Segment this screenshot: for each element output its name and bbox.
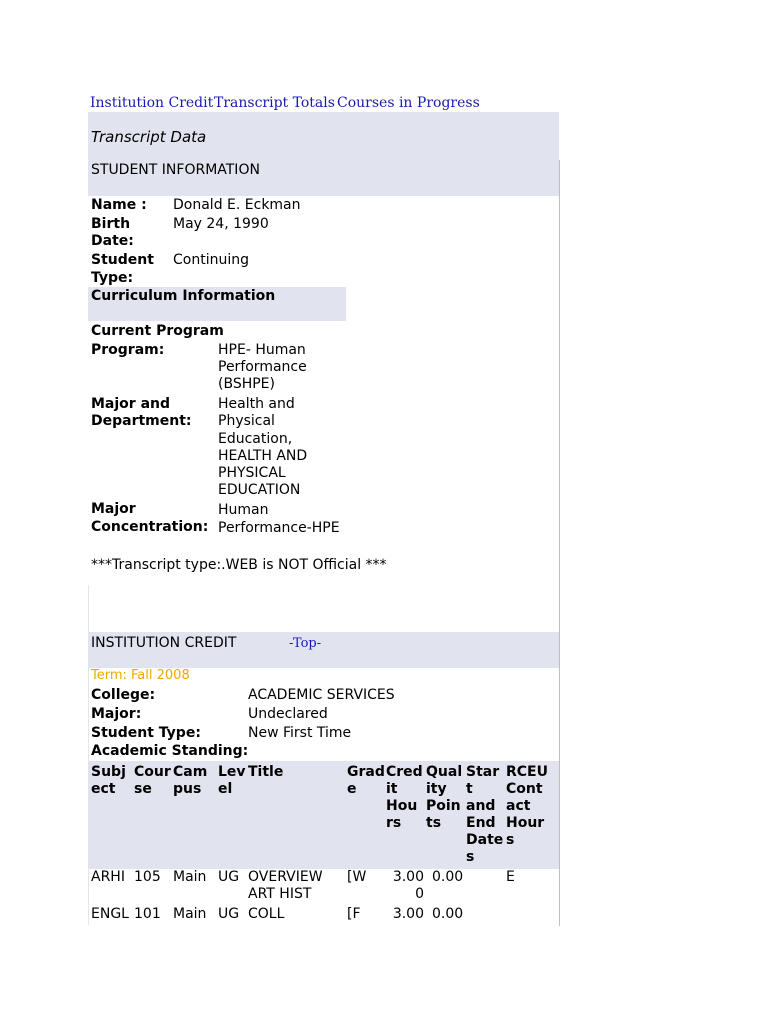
- college-value: ACADEMIC SERVICES: [248, 687, 395, 703]
- program-value: [218, 342, 307, 393]
- credit-line: 0: [415, 886, 424, 902]
- cell-credit: [386, 906, 424, 923]
- page-title: Transcript Data: [91, 128, 207, 146]
- major-value-line: Health and: [218, 396, 295, 412]
- col-header-title: [248, 764, 283, 781]
- major-label: Major:: [91, 706, 142, 722]
- cell-course: 105: [134, 869, 161, 885]
- cell-campus: Main: [173, 869, 207, 885]
- header-line: Subj: [91, 764, 126, 780]
- cell-subject: ENGL: [91, 906, 129, 922]
- header-line: el: [218, 781, 233, 797]
- header-line: e: [347, 781, 357, 797]
- top-link[interactable]: -Top-: [289, 636, 322, 651]
- col-header-quality-points: [426, 764, 462, 832]
- cell-subject: ARHI: [91, 869, 125, 885]
- header-line: Poin: [426, 798, 461, 814]
- student-info-heading: STUDENT INFORMATION: [91, 162, 260, 178]
- major-value-line: EDUCATION: [218, 482, 301, 499]
- academic-standing-label: Academic Standing:: [91, 743, 249, 759]
- major-dept-value: [218, 396, 307, 500]
- program-value-line: (BSHPE): [218, 376, 275, 392]
- credit-line: 3.00: [392, 869, 424, 885]
- header-line: Qual: [426, 764, 463, 780]
- concentration-value: [218, 501, 340, 537]
- header-line: s: [466, 849, 475, 865]
- cell-grade: [W: [347, 869, 367, 885]
- student-type-label-2: Type:: [91, 270, 134, 286]
- conc-value-line: Human: [218, 502, 269, 518]
- header-line: t: [466, 781, 473, 797]
- header-line: Lev: [218, 764, 246, 780]
- header-line: Cam: [173, 764, 208, 780]
- cell-title: [248, 906, 284, 923]
- student-type-value: Continuing: [173, 252, 249, 268]
- student-type-label-1: Student: [91, 252, 154, 268]
- student-type2-value: New First Time: [248, 725, 352, 741]
- curriculum-heading: Curriculum Information: [91, 288, 276, 304]
- major-dept-label-2: Department:: [91, 413, 192, 429]
- header-line: and: [466, 798, 496, 814]
- major-value-line: PHYSICAL: [218, 465, 286, 482]
- title-line: ART HIST: [248, 886, 312, 902]
- header-line: act: [506, 798, 531, 814]
- header-line: ts: [426, 815, 442, 831]
- major-value-line: Physical: [218, 413, 275, 430]
- cell-credit: [386, 869, 424, 903]
- header-line: se: [134, 781, 152, 797]
- conc-value-line: Performance-HPE: [218, 520, 340, 536]
- header-line: ect: [91, 781, 116, 797]
- program-value-line: Performance: [218, 359, 307, 375]
- header-line: rs: [386, 815, 402, 831]
- header-line: Star: [466, 764, 500, 780]
- cell-quality: 0.00: [432, 906, 464, 922]
- credit-line: 3.00: [392, 906, 424, 922]
- col-header-dates: [466, 764, 503, 866]
- header-line: Grad: [347, 764, 385, 780]
- cell-level: UG: [218, 869, 240, 885]
- cell-rceu: E: [506, 869, 515, 885]
- header-line: Title: [248, 764, 284, 780]
- col-header-subject: [91, 764, 126, 798]
- major-dept-label-1: Major and: [91, 396, 171, 412]
- header-line: Date: [466, 832, 504, 848]
- header-line: Cred: [386, 764, 423, 780]
- major-value-line: HEALTH AND: [218, 447, 308, 464]
- concentration-label-2: Concentration:: [91, 519, 209, 535]
- major-value-line: Education,: [218, 430, 293, 447]
- term-label: Term: Fall 2008: [91, 668, 190, 683]
- major-value: Undeclared: [248, 706, 328, 722]
- header-line: Hou: [386, 798, 418, 814]
- program-value-line: HPE- Human: [218, 342, 306, 358]
- student-type2-label: Student Type:: [91, 725, 201, 741]
- cell-campus: Main: [173, 906, 207, 922]
- header-line: s: [506, 832, 515, 848]
- cell-quality: 0.00: [432, 869, 464, 885]
- birth-date-label-2: Date:: [91, 233, 134, 249]
- header-line: pus: [173, 781, 202, 797]
- header-line: Cour: [134, 764, 171, 780]
- header-line: RCEU: [506, 764, 548, 780]
- header-line: Hour: [506, 815, 545, 831]
- header-line: Cont: [506, 781, 543, 797]
- col-header-rceu: [506, 764, 548, 849]
- current-program-label: Current Program: [91, 323, 224, 339]
- program-label: Program:: [91, 342, 165, 358]
- title-line: COLL: [248, 906, 285, 922]
- institution-credit-heading: INSTITUTION CREDIT: [91, 635, 237, 651]
- nav-courses-in-progress[interactable]: Courses in Progress: [337, 95, 480, 111]
- cell-title: [248, 869, 323, 903]
- title-line: OVERVIEW: [248, 869, 323, 885]
- name-value: Donald E. Eckman: [173, 197, 301, 213]
- header-line: ity: [426, 781, 447, 797]
- nav-institution-credit[interactable]: Institution Credit: [90, 95, 214, 111]
- col-header-grade: [347, 764, 385, 798]
- nav-transcript-totals[interactable]: Transcript Totals: [214, 95, 335, 111]
- col-header-credit-hours: [386, 764, 423, 832]
- birth-date-label-1: Birth: [91, 216, 131, 232]
- col-header-level: [218, 764, 246, 798]
- col-header-campus: [173, 764, 207, 798]
- cell-grade: [F: [347, 906, 361, 922]
- header-line: it: [386, 781, 398, 797]
- concentration-label-1: Major: [91, 501, 136, 517]
- college-label: College:: [91, 687, 156, 703]
- name-label: Name :: [91, 197, 147, 213]
- birth-date-value: May 24, 1990: [173, 216, 269, 232]
- header-line: End: [466, 815, 496, 831]
- transcript-notice: ***Transcript type:.WEB is NOT Official ***: [91, 557, 387, 573]
- col-header-course: [134, 764, 171, 798]
- cell-level: UG: [218, 906, 240, 922]
- content-right-border: [559, 160, 560, 926]
- cell-course: 101: [134, 906, 161, 922]
